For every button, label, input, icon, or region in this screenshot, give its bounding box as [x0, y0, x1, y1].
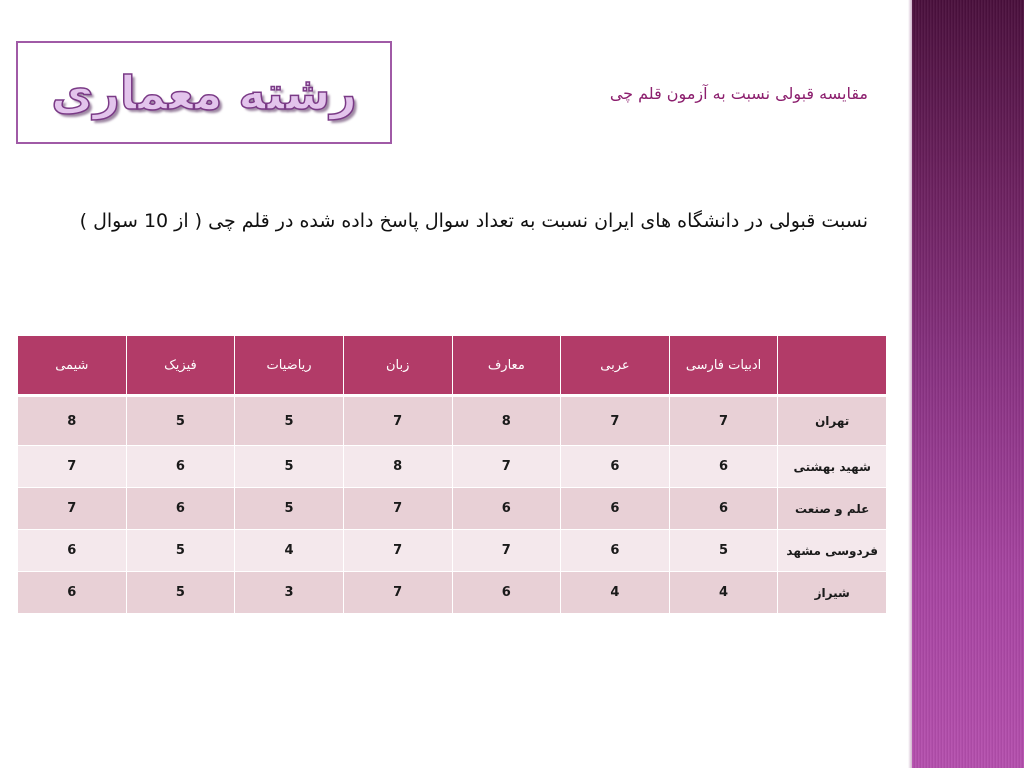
table-cell: 6 [126, 488, 235, 530]
table-cell: 6 [669, 488, 778, 530]
slide-subtitle: مقایسه قبولی نسبت به آزمون قلم چی [609, 84, 868, 103]
table-header-religious-studies: معارف [452, 336, 561, 396]
table-cell: 5 [669, 530, 778, 572]
table-cell: 4 [669, 572, 778, 614]
title-box [16, 41, 392, 144]
table-cell: 5 [126, 572, 235, 614]
table-header-physics: فیزیک [126, 336, 235, 396]
university-name: شهید بهشتی [778, 446, 887, 488]
table-cell: 6 [452, 488, 561, 530]
table-cell: 7 [561, 396, 670, 446]
acceptance-table [17, 335, 887, 614]
university-name: فردوسی مشهد [778, 530, 887, 572]
table-row [18, 488, 887, 530]
table-cell: 7 [343, 572, 452, 614]
table-cell: 6 [561, 530, 670, 572]
table-cell: 5 [235, 446, 344, 488]
table-cell: 5 [235, 396, 344, 446]
table-cell: 7 [18, 488, 127, 530]
table-cell: 7 [343, 488, 452, 530]
table-cell: 4 [561, 572, 670, 614]
table-header-corner [778, 336, 887, 396]
table-row [18, 396, 887, 446]
university-name: تهران [778, 396, 887, 446]
table-row [18, 572, 887, 614]
table-header-persian-literature: ادبیات فارسی [669, 336, 778, 396]
table-cell: 8 [452, 396, 561, 446]
table-cell: 4 [235, 530, 344, 572]
table-cell: 6 [126, 446, 235, 488]
table-header-language: زبان [343, 336, 452, 396]
table-cell: 7 [343, 396, 452, 446]
table-cell: 3 [235, 572, 344, 614]
decorative-side-bar [912, 0, 1024, 768]
table-cell: 7 [669, 396, 778, 446]
table-cell: 6 [669, 446, 778, 488]
table-header-chemistry: شیمی [18, 336, 127, 396]
table-cell: 7 [18, 446, 127, 488]
table-cell: 6 [561, 488, 670, 530]
university-name: شیراز [778, 572, 887, 614]
table-cell: 7 [343, 530, 452, 572]
table-cell: 8 [343, 446, 452, 488]
table-cell: 6 [18, 572, 127, 614]
table-header-row [18, 336, 887, 396]
table-cell: 5 [126, 396, 235, 446]
table-row [18, 530, 887, 572]
table-row [18, 446, 887, 488]
table-cell: 7 [452, 446, 561, 488]
university-name: علم و صنعت [778, 488, 887, 530]
slide-description: نسبت قبولی در دانشگاه های ایران نسبت به تعداد سوال پاسخ داده شده در قلم چی ( از 10 سوال ) [79, 210, 868, 232]
table-cell: 7 [452, 530, 561, 572]
table-cell: 6 [452, 572, 561, 614]
table-cell: 6 [18, 530, 127, 572]
table-header-mathematics: ریاضیات [235, 336, 344, 396]
table-header-arabic: عربی [561, 336, 670, 396]
slide-title: رشته معماری [51, 65, 357, 120]
table-cell: 8 [18, 396, 127, 446]
table-cell: 5 [235, 488, 344, 530]
table-cell: 6 [561, 446, 670, 488]
table-cell: 5 [126, 530, 235, 572]
